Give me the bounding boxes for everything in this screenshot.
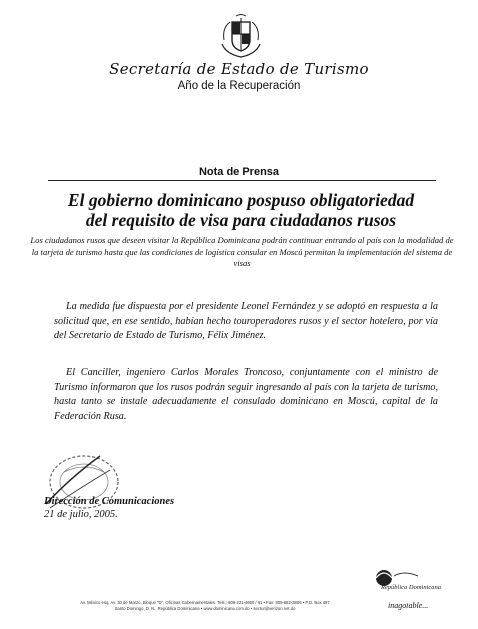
- body-paragraph-1: La medida fue dispuesta por el presidente Leonel Fernández y se adoptó en respuesta a la solicitud que, en ese sentido, habían hecho touroperadores rusos y el sector hotelero, por vía del Secretario de Estado de Turismo, Félix Jiménez.: [54, 301, 438, 341]
- lede-paragraph: Los ciudadanos rusos que deseen visitar la República Dominicana podrán continuar entrando al país con la modalidad de la tarjeta de turismo hasta que las condiciones de logística consular en Moscú permitan la implementación del sistema de visas: [30, 235, 454, 268]
- press-release-label: Nota de Prensa: [198, 166, 280, 178]
- signature-office: Dirección de Comunicaciones: [44, 496, 175, 507]
- headline-line-2: del requisito de visa para ciudadanos rusos: [85, 210, 397, 230]
- footer-address-line-1: Av. México esq. Av. 30 de Marzo, Bloque "D", Oficinas Gubernamentales. Tels.: 809-221-4660 / 61 • Fax: 809-682-3806 • P.O. Box 497: [80, 600, 330, 605]
- brand-logo-country: República Dominicana: [380, 584, 442, 591]
- headline: [36, 190, 446, 230]
- divider: [48, 180, 436, 181]
- footer-address-line-2: Santo Domingo, D. N., República Dominicana • www.dominicana.com.do • sectur@verizon.net.do: [114, 606, 296, 611]
- coat-of-arms-icon: [218, 14, 264, 60]
- signature-date: 21 de julio, 2005.: [44, 509, 118, 520]
- body-paragraph-2: El Canciller, ingeniero Carlos Morales Troncoso, conjuntamente con el ministro de Turismo informaron que los rusos podrán seguir ingresando al país con la tarjeta de turismo, hasta tanto se instale adecuadamente el consulado dominicano en Moscú, capital de la Federación Rusa.: [54, 367, 438, 422]
- footer-address: [40, 600, 370, 612]
- year-motto: Año de la Recuperación: [177, 80, 301, 92]
- headline-line-1: El gobierno dominicano pospuso obligatoriedad: [67, 190, 415, 210]
- brand-logo-tagline: inagotable...: [388, 601, 429, 610]
- ministry-name: Secretaría de Estado de Turismo: [109, 60, 369, 78]
